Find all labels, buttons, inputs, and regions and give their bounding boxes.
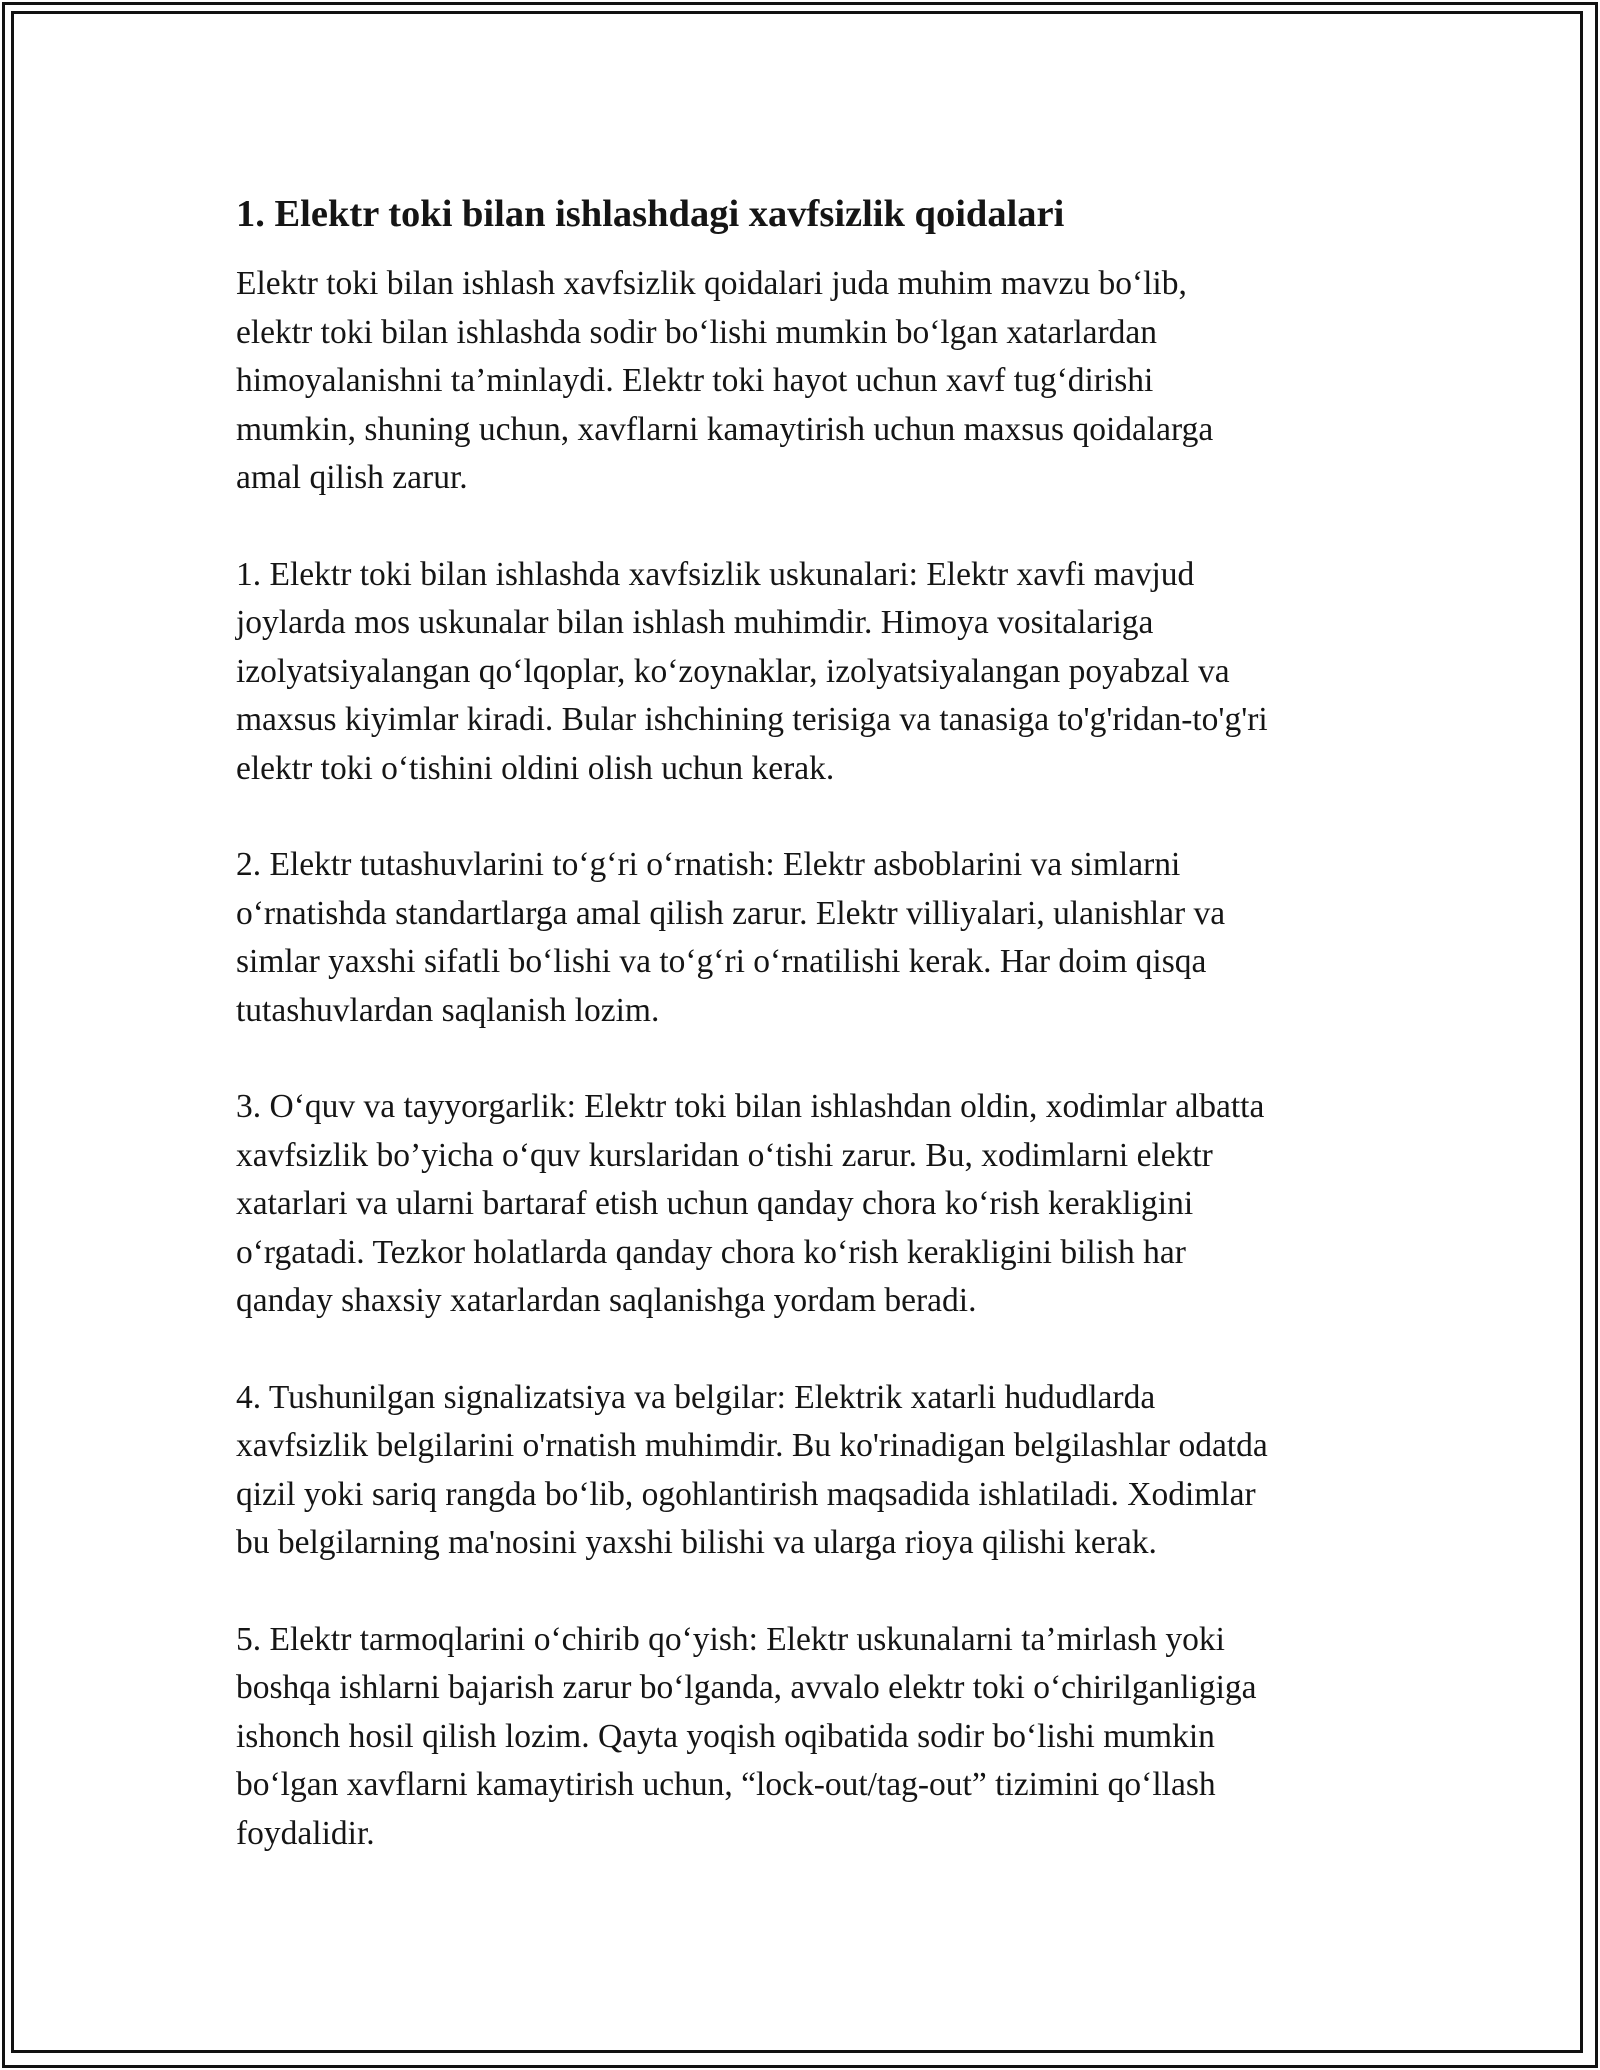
paragraph bbox=[236, 551, 1386, 794]
paragraph-line: o‘rnatishda standartlarga amal qilish zarur. Elektr villiyalari, ulanishlar va bbox=[236, 894, 1226, 932]
paragraph-line: elektr toki o‘tishini oldini olish uchun kerak. bbox=[236, 749, 835, 787]
paragraph-line: bu belgilarning ma'nosini yaxshi bilishi va ularga rioya qilishi kerak. bbox=[236, 1524, 1157, 1561]
document-body bbox=[236, 260, 1386, 1858]
paragraph bbox=[236, 1616, 1386, 1859]
paragraph-line: maxsus kiyimlar kiradi. Bular ishchining terisiga va tanasiga to'g'ridan-to'g'ri bbox=[236, 701, 1268, 738]
paragraph-line: xavfsizlik belgilarini o'rnatish muhimdir. Bu ko'rinadigan belgilashlar odatda bbox=[236, 1427, 1268, 1464]
paragraph-line: boshqa ishlarni bajarish zarur bo‘lganda, avvalo elektr toki o‘chirilganligiga bbox=[236, 1669, 1257, 1706]
paragraph bbox=[236, 1374, 1386, 1568]
paragraph-line: tutashuvlardan saqlanish lozim. bbox=[236, 991, 660, 1029]
paragraph-line: amal qilish zarur. bbox=[236, 459, 468, 496]
paragraph-line: 2. Elektr tutashuvlarini to‘g‘ri o‘rnatish: Elektr asboblarini va simlarni bbox=[236, 846, 1181, 883]
document-title: 1. Elektr toki bilan ishlashdagi xavfsizlik qoidalari bbox=[236, 193, 1065, 235]
paragraph-line: ishonch hosil qilish lozim. Qayta yoqish oqibatida sodir bo‘lishi mumkin bbox=[236, 1717, 1215, 1755]
paragraph-line: qanday shaxsiy xatarlardan saqlanishga yordam beradi. bbox=[236, 1282, 977, 1319]
paragraph-line: elektr toki bilan ishlashda sodir bo‘lishi mumkin bo‘lgan xatarlardan bbox=[236, 313, 1158, 351]
paragraph-line: himoyalanishni ta’minlaydi. Elektr toki hayot uchun xavf tug‘dirishi bbox=[236, 362, 1154, 399]
paragraph-line: joylarda mos uskunalar bilan ishlash muhimdir. Himoya vositalariga bbox=[236, 604, 1154, 641]
paragraph bbox=[236, 841, 1386, 1035]
document-page bbox=[236, 186, 1386, 1906]
paragraph-line: Elektr toki bilan ishlash xavfsizlik qoidalari juda muhim mavzu bo‘lib, bbox=[236, 265, 1187, 302]
paragraph-line: 4. Tushunilgan signalizatsiya va belgilar: Elektrik xatarli hududlarda bbox=[236, 1378, 1156, 1416]
paragraph bbox=[236, 1083, 1386, 1326]
paragraph-line: simlar yaxshi sifatli bo‘lishi va to‘g‘ri o‘rnatilishi kerak. Har doim qisqa bbox=[236, 943, 1207, 980]
paragraph-line: 3. O‘quv va tayyorgarlik: Elektr toki bilan ishlashdan oldin, xodimlar albatta bbox=[236, 1088, 1265, 1125]
paragraph-line: foydalidir. bbox=[236, 1814, 375, 1852]
paragraph-line: 5. Elektr tarmoqlarini o‘chirib qo‘yish: Elektr uskunalarni ta’mirlash yoki bbox=[236, 1620, 1225, 1658]
paragraph-line: xavfsizlik bo’yicha o‘quv kurslaridan o‘tishi zarur. Bu, xodimlarni elektr bbox=[236, 1136, 1213, 1174]
paragraph-line: 1. Elektr toki bilan ishlashda xavfsizlik uskunalari: Elektr xavfi mavjud bbox=[236, 555, 1195, 593]
paragraph-line: mumkin, shuning uchun, xavflarni kamaytirish uchun maxsus qoidalarga bbox=[236, 410, 1214, 448]
paragraph bbox=[236, 260, 1386, 503]
paragraph-line: xatarlari va ularni bartaraf etish uchun qanday chora ko‘rish kerakligini bbox=[236, 1185, 1194, 1222]
paragraph-line: qizil yoki sariq rangda bo‘lib, ogohlantirish maqsadida ishlatiladi. Xodimlar bbox=[236, 1475, 1256, 1513]
paragraph-line: o‘rgatadi. Tezkor holatlarda qanday chora ko‘rish kerakligini bilish har bbox=[236, 1233, 1186, 1271]
paragraph-line: izolyatsiyalangan qo‘lqoplar, ko‘zoynaklar, izolyatsiyalangan poyabzal va bbox=[236, 652, 1230, 690]
paragraph-line: bo‘lgan xavflarni kamaytirish uchun, “lock-out/tag-out” tizimini qo‘llash bbox=[236, 1766, 1216, 1803]
